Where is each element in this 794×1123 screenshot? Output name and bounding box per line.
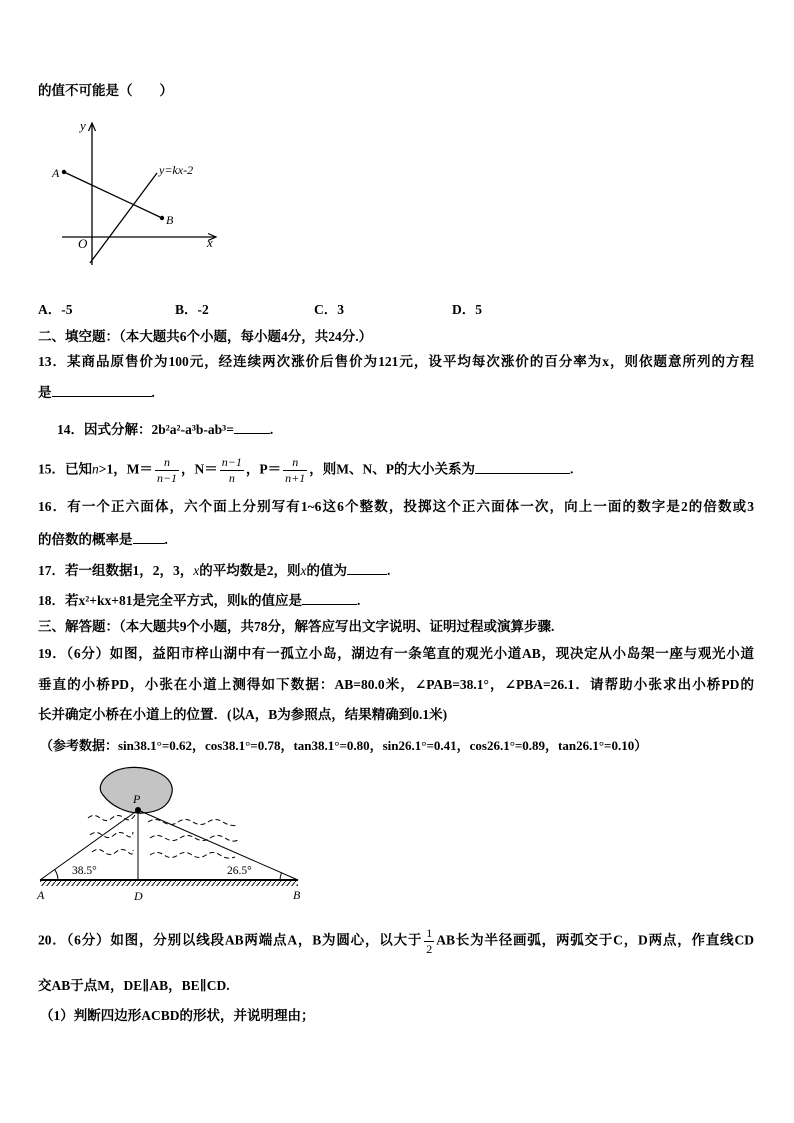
fraction-numerator: 1: [426, 926, 433, 940]
option-c: C．3: [314, 302, 344, 317]
q18: [38, 593, 360, 609]
q14-text: 14．因式分解：2b²a²-a³b-ab³=: [57, 422, 234, 437]
q12-stem-tail: 的值不可能是（ ）: [38, 83, 173, 98]
q20-line2: 交AB于点M，DE∥AB，BE∥CD.: [38, 978, 230, 993]
fraction-m-denominator: n−1: [156, 471, 178, 485]
answer-blank: [347, 563, 387, 575]
q15-suffix: .: [570, 461, 574, 477]
angle-arc-a: [55, 870, 58, 880]
wave-line: [150, 836, 238, 842]
q16-line2: [38, 532, 168, 548]
option-a: A．-5: [38, 302, 73, 317]
q17-text-2: 的平均数是2，则: [199, 563, 301, 578]
answer-blank: [52, 385, 152, 397]
q12-coordinate-figure: [50, 112, 230, 272]
fraction-n-denominator: n: [228, 471, 235, 485]
x-axis-label: x: [207, 235, 213, 250]
q18-text: 18．若x²+kx+81是完全平方式，则k的值应是: [38, 593, 302, 608]
fraction-denominator: 2: [426, 942, 433, 956]
point-p-label: P: [133, 792, 141, 806]
section3-heading: 三、解答题：（本大题共9个小题，共78分，解答应写出文字说明、证明过程或演算步骤.: [38, 619, 555, 634]
line-y-kx-2: [90, 173, 157, 263]
point-a-label: A: [52, 166, 60, 180]
q15-text-4: ，P＝: [245, 461, 282, 477]
q16-line2-suffix: .: [164, 532, 168, 547]
q20-line1: [38, 927, 754, 956]
q20-sub1: （1）判断四边形ACBD的形状，并说明理由；: [40, 1008, 315, 1023]
q16-line2-prefix: 的倍数的概率是: [38, 532, 133, 547]
q19-reference-data: （参考数据：sin38.1°=0.62，cos38.1°=0.78，tan38.1°=0.80，sin26.1°=0.41，cos26.1°=0.89，tan26.1°=0.10）: [40, 738, 648, 753]
wave-line: [92, 850, 133, 855]
q13-line1: 13．某商品原售价为100元，经连续两次涨价后售价为121元，设平均每次涨价的百分率为x，则依题意所列的方程: [38, 354, 754, 369]
fraction-m: [155, 456, 179, 485]
q19-bridge-figure: [35, 762, 310, 907]
q16-line1: 16．有一个正六面体，六个面上分别写有1~6这6个整数，投掷这个正六面体一次，向上一面的数字是2的倍数或3: [38, 499, 754, 514]
q14-suffix: .: [269, 422, 274, 437]
point-b-label: B: [293, 888, 301, 902]
option-d: D．5: [452, 302, 482, 317]
q20-line1-part-a: 20．（6分）如图，分别以线段AB两端点A，B为圆心，以大于: [38, 932, 423, 948]
q17-var-x: x: [193, 563, 200, 578]
q15-text-1: 15．已知: [38, 461, 92, 477]
island: [100, 767, 172, 813]
option-b: B．-2: [175, 302, 209, 317]
q15-text-3: ，N＝: [181, 461, 218, 477]
point-p: [135, 807, 141, 813]
q19-line2: 垂直的小桥PD，小张在小道上测得如下数据：AB=80.0米，∠PAB=38.1°，∠PBA=26.1．请帮助小张求出小桥PD的: [38, 677, 754, 692]
angle-b-label: 26.5°: [227, 865, 252, 877]
angle-arc-b: [280, 873, 282, 880]
q13-line2: [38, 385, 155, 401]
q13-line2-prefix: 是: [38, 385, 52, 400]
point-a: [62, 170, 66, 174]
y-axis-label: y: [80, 118, 86, 133]
q19-line3: 长并确定小桥在小道上的位置．(以A，B为参照点，结果精确到0.1米): [38, 707, 448, 722]
point-a-label: A: [37, 888, 45, 902]
point-d-label: D: [134, 889, 143, 903]
q15-text-5: ，则M、N、P的大小关系为: [309, 461, 476, 477]
fraction-n: [220, 456, 244, 485]
q19-line1: 19．（6分）如图，益阳市梓山湖中有一孤立小岛，湖边有一条笔直的观光小道AB，现决定从小岛架一座与观光小道: [38, 646, 754, 661]
section2-heading: 二、填空题：（本大题共6个小题，每小题4分，共24分.）: [38, 329, 373, 344]
ground-hatching: [40, 881, 298, 886]
q17-suffix: .: [387, 563, 391, 578]
origin-label: O: [78, 236, 88, 251]
q13-line2-suffix: .: [151, 385, 155, 400]
fraction-n-numerator: n−1: [221, 455, 242, 469]
point-b: [160, 216, 164, 220]
fraction-p: [283, 456, 307, 485]
wave-line: [90, 832, 133, 838]
point-b-label: B: [166, 213, 174, 227]
q15-text-2: >1，M＝: [98, 461, 153, 477]
q20-line1-part-b: AB长为半径画弧，两弧交于C，D两点，作直线CD: [436, 932, 754, 948]
fraction-p-denominator: n+1: [285, 471, 306, 485]
q17-text-3: 的值为: [306, 563, 347, 578]
wave-line: [150, 853, 235, 859]
q15: [38, 456, 573, 485]
q17: [38, 563, 390, 579]
fraction-p-numerator: n: [283, 456, 307, 471]
answer-blank: [475, 462, 570, 474]
q15-var-n: n: [92, 461, 99, 477]
answer-blank: [133, 532, 165, 544]
answer-blank: [302, 593, 357, 605]
q14: [57, 422, 273, 438]
segment-ab: [64, 172, 162, 218]
line-label: y=kx-2: [159, 163, 194, 177]
q18-suffix: .: [356, 593, 361, 608]
angle-a-label: 38.5°: [72, 865, 97, 877]
fraction-one-half: [424, 927, 434, 956]
answer-blank: [234, 422, 270, 434]
q17-var-x: x: [300, 563, 307, 578]
q17-text-1: 17．若一组数据1，2，3，: [38, 563, 194, 578]
segment-pb: [138, 810, 298, 880]
fraction-m-numerator: n: [155, 456, 179, 471]
